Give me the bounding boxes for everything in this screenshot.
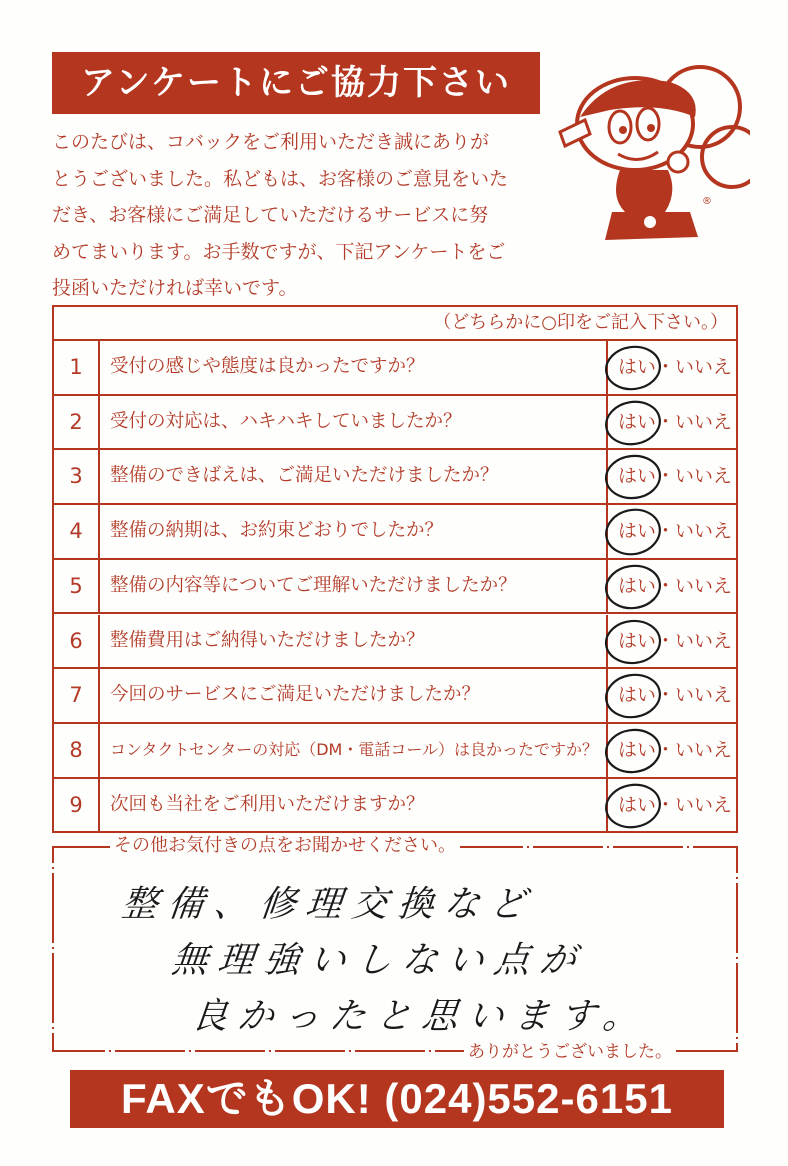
answer-no[interactable]: いいえ — [675, 793, 733, 816]
answer-yes[interactable]: はい — [618, 793, 657, 816]
intro-line: とうございました。私どもは、お客様のご意見をいた — [52, 167, 509, 190]
comment-label: その他お気付きの点をお聞かせください。 — [110, 834, 460, 858]
intro-line: このたびは、コバックをご利用いただき誠にありが — [52, 131, 490, 153]
mascot-illustration — [550, 62, 750, 262]
question-number: 3 — [54, 450, 100, 503]
question-number: 2 — [54, 396, 100, 449]
answer-yes[interactable]: はい — [618, 410, 657, 433]
question-text: 整備の納期は、お約束どおりでしたか？ — [110, 520, 444, 542]
answer-separator: ・ — [656, 410, 676, 433]
question-number: 1 — [54, 341, 100, 394]
answer-separator: ・ — [656, 629, 676, 652]
intro-line: だき、お客様にご満足していただけるサービスに努 — [52, 204, 489, 226]
question-row — [54, 779, 736, 834]
answer-yes[interactable]: はい — [618, 738, 657, 761]
table-instruction: （どちらかに○印をご記入下さい。） — [54, 307, 736, 341]
question-row — [54, 341, 736, 396]
question-number: 6 — [54, 615, 100, 668]
question-number: 8 — [54, 724, 100, 777]
answer-no[interactable]: いいえ — [675, 684, 733, 707]
handwritten-line: 整備、修理交換など — [119, 884, 538, 925]
registered-mark: ® — [702, 196, 712, 207]
answer-yes[interactable]: はい — [618, 356, 657, 378]
question-row — [54, 724, 736, 779]
answer-separator: ・ — [656, 520, 676, 543]
answer-options — [606, 669, 738, 722]
fax-banner: FAXでもOK! (024)552-6151 — [70, 1070, 724, 1128]
question-row — [54, 560, 736, 615]
intro-line: 投函いただければ幸いです。 — [52, 277, 298, 299]
answer-options — [606, 560, 738, 613]
answer-separator: ・ — [656, 684, 676, 707]
answer-yes[interactable]: はい — [618, 465, 657, 488]
intro-line: めてまいります。お手数ですが、下記アンケートをご — [52, 240, 506, 263]
answer-separator: ・ — [656, 465, 676, 488]
answer-no[interactable]: いいえ — [675, 574, 733, 597]
answer-yes[interactable]: はい — [618, 574, 657, 597]
question-text: 整備費用はご納得いただけましたか？ — [110, 629, 425, 651]
question-text: コンタクトセンターの対応（DM・電話コール）は良かったですか？ — [110, 739, 599, 759]
answer-no[interactable]: いいえ — [675, 520, 733, 543]
answer-separator: ・ — [656, 793, 676, 816]
answer-options — [606, 505, 738, 558]
answer-no[interactable]: いいえ — [675, 738, 733, 761]
answer-no[interactable]: いいえ — [675, 410, 733, 433]
answer-options — [606, 615, 738, 668]
handwritten-line: 良かったと思います。 — [189, 996, 651, 1037]
handwritten-line: 無理強いしない点が — [169, 940, 588, 981]
question-number: 5 — [54, 560, 100, 613]
answer-options — [606, 450, 738, 503]
answer-no[interactable]: いいえ — [675, 629, 733, 652]
answer-no[interactable]: いいえ — [675, 356, 733, 378]
answer-yes[interactable]: はい — [618, 629, 657, 652]
question-text: 受付の対応は、ハキハキしていましたか？ — [110, 410, 462, 432]
answer-options — [606, 779, 738, 834]
answer-separator: ・ — [656, 356, 676, 378]
question-row — [54, 396, 736, 451]
question-text: 受付の感じや態度は良かったですか？ — [110, 356, 425, 377]
question-number: 4 — [54, 505, 100, 558]
question-row — [54, 615, 736, 670]
thanks-text: ありがとうございました。 — [464, 1040, 676, 1064]
answer-options — [606, 724, 738, 777]
question-row — [54, 505, 736, 560]
answer-yes[interactable]: はい — [618, 684, 657, 707]
handwritten-comment — [112, 876, 712, 1036]
question-text: 整備のできばえは、ご満足いただけましたか？ — [110, 465, 499, 487]
answer-no[interactable]: いいえ — [675, 465, 733, 488]
question-row — [54, 450, 736, 505]
question-text: 整備の内容等についてご理解いただけましたか？ — [110, 574, 517, 596]
question-number: 9 — [54, 779, 100, 834]
answer-yes[interactable]: はい — [618, 520, 657, 543]
comment-box[interactable] — [52, 835, 738, 1062]
question-number: 7 — [54, 669, 100, 722]
question-text: 次回も当社をご利用いただけますか？ — [110, 793, 425, 815]
title-banner: アンケートにご協力下さい — [52, 52, 540, 114]
answer-separator: ・ — [656, 738, 676, 761]
answer-separator: ・ — [656, 574, 676, 597]
question-text: 今回のサービスにご満足いただけましたか？ — [110, 684, 481, 706]
answer-options — [606, 396, 738, 449]
survey-table — [52, 305, 738, 833]
answer-options — [606, 341, 738, 394]
intro-text — [52, 124, 552, 307]
question-row — [54, 669, 736, 724]
